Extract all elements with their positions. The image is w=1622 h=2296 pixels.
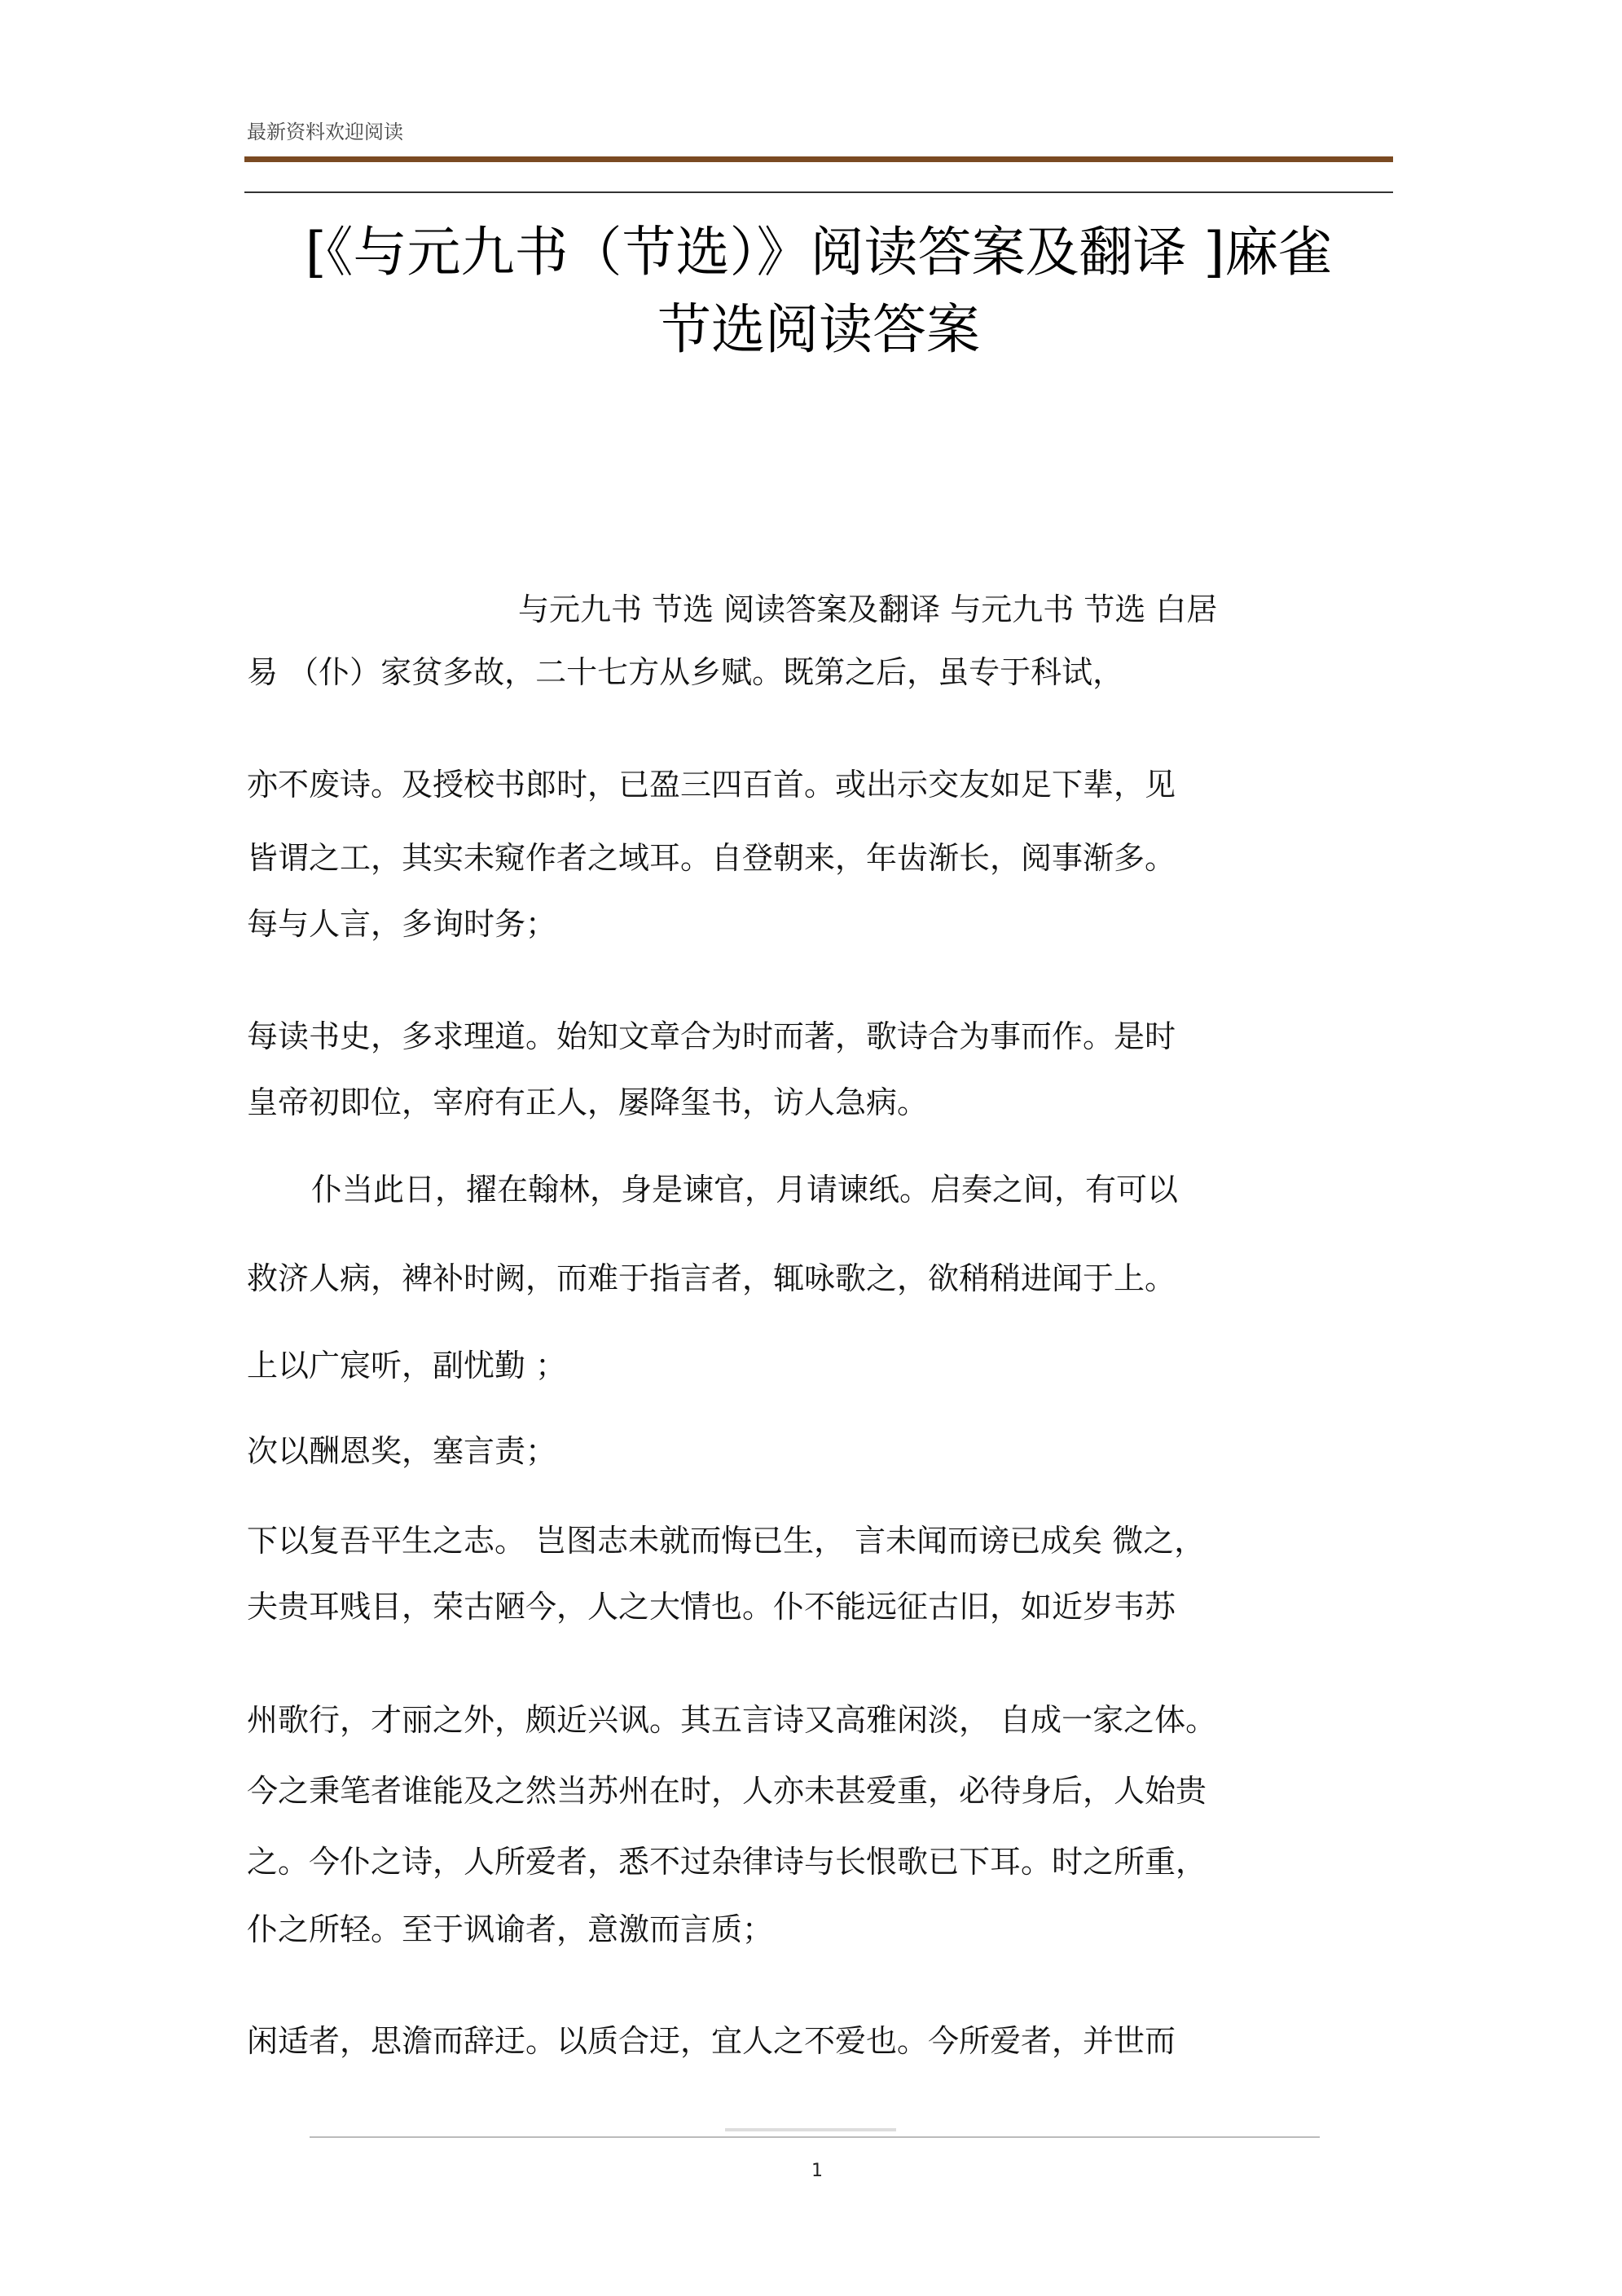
body-line: 今之秉笔者谁能及之然当苏州在时，人亦未甚爱重，必待身后，人始贵 [247,1773,1207,1809]
body-line: 州歌行，才丽之外，颇近兴讽。其五言诗又高雅闲淡， 自成一家之体。 [247,1702,1217,1738]
body-line: 救济人病，裨补时阙，而难于指言者，辄咏歌之，欲稍稍进闻于上。 [247,1260,1176,1296]
body-line: 仆当此日，擢在翰林，身是谏官，月请谏纸。启奏之间，有可以 [311,1172,1179,1207]
footer-rule-mark [725,2128,896,2131]
body-line: 闲适者，思澹而辞迂。以质合迂，宜人之不爱也。今所爱者，并世而 [247,2023,1176,2059]
title-line-1: [《与元九书（节选）》阅读答案及翻译 ]麻雀 [305,221,1333,284]
body-line: 皇帝初即位，宰府有正人，屡降玺书，访人急病。 [247,1084,929,1120]
body-line: 与元九书 节选 阅读答案及翻译 与元九书 节选 白居 [518,592,1218,627]
page-number: 1 [811,2161,823,2181]
title-line-2: 节选阅读答案 [657,298,980,361]
header-rule-thin [244,191,1393,193]
body-line: 仆之所轻。至于讽谕者，意激而言质； [247,1911,774,1947]
body-line: 亦不废诗。及授校书郎时，已盈三四百首。或出示交友如足下辈，见 [247,767,1176,803]
body-line: 上以广宸听，副忧勤 ； [247,1348,567,1383]
body-line: 每读书史，多求理道。始知文章合为时而著，歌诗合为事而作。是时 [247,1018,1176,1054]
body-line: 夫贵耳贱目，荣古陋今，人之大情也。仆不能远征古旧，如近岁韦苏 [247,1589,1176,1625]
body-line: 皆谓之工，其实未窥作者之域耳。自登朝来，年齿渐长，阅事渐多。 [247,840,1176,876]
document-title [244,213,1393,368]
body-line: 易 （仆）家贫多故，二十七方从乡赋。既第之后，虽专于科试， [247,654,1124,690]
body-line: 每与人言，多询时务； [247,906,557,942]
body-line: 次以酬恩奖，塞言责； [247,1433,557,1469]
header-rule-thick [244,156,1393,162]
running-header: 最新资料欢迎阅读 [247,121,403,143]
body-line: 之。今仆之诗，人所爱者，悉不过杂律诗与长恨歌已下耳。时之所重， [247,1844,1207,1880]
body-line: 下以复吾平生之志。 岂图志未就而悔已生， 言未闻而谤已成矣 微之， [247,1523,1206,1559]
footer-rule [310,2136,1320,2138]
